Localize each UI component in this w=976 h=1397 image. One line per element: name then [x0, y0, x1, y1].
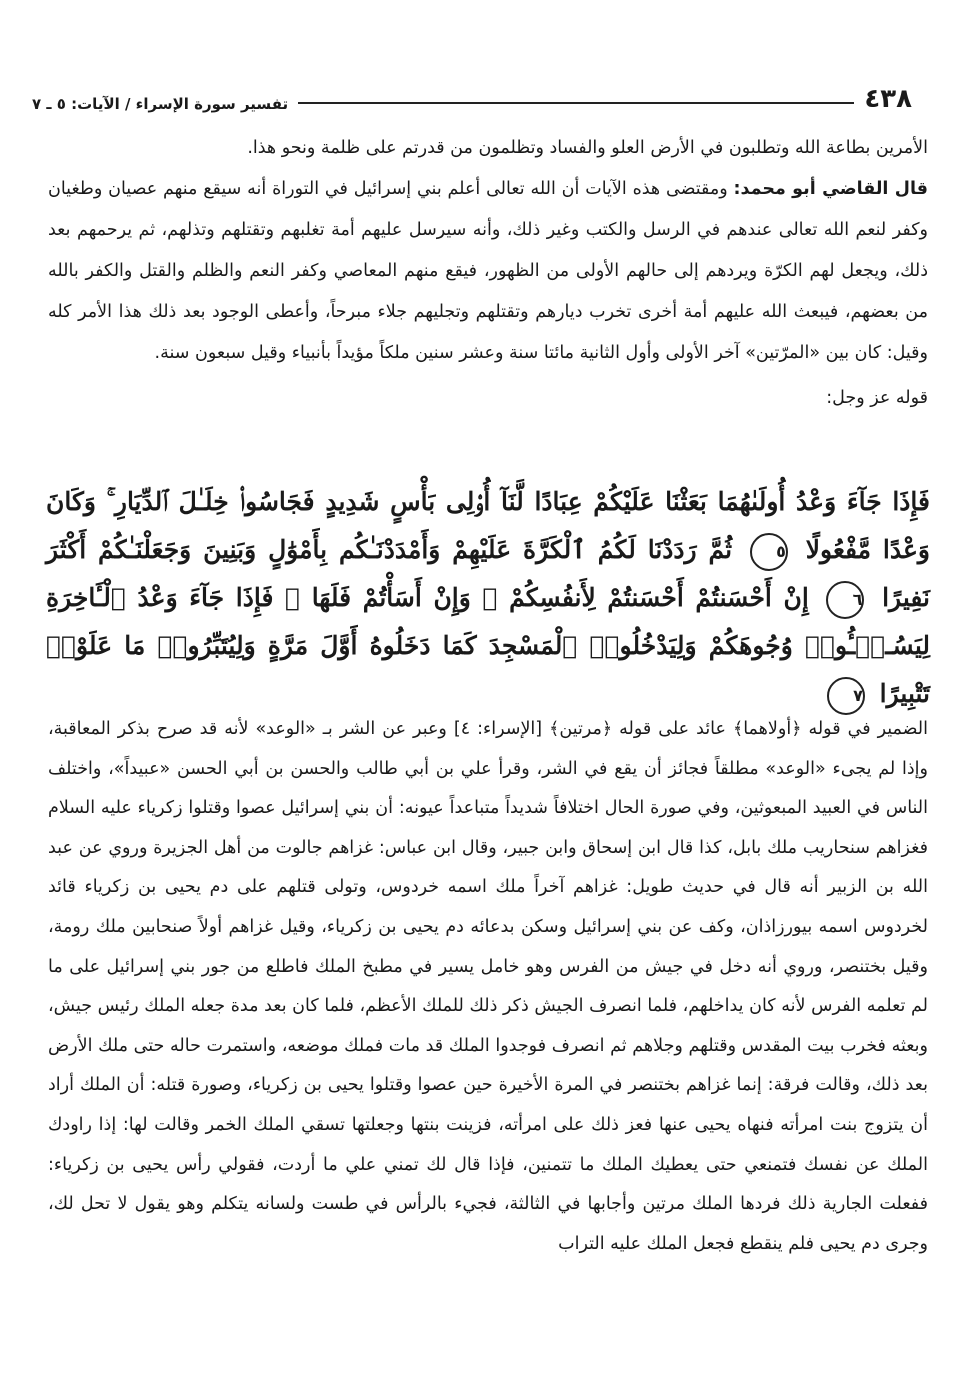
verse-text: فَإِذَا جَآءَ وَعْدُ أُولَىٰهُمَا بَعَثْنَا عَلَيْكُمْ عِبَادًا لَّنَآ أُو۟لِى بَأْسٍ شَدِيدٍ فَجَاسُوا۟ خِلَـٰلَ ٱلدِّيَارِ ۚ وَكَانَ وَعْدًا مَّفْعُولًا — [46, 487, 930, 564]
verse-number-marker: ٧ — [827, 677, 865, 715]
page-header — [32, 80, 912, 112]
paragraph-text: ومقتضى هذه الآيات أن الله تعالى أعلم بني إسرائيل في التوراة أنه سيقع منهم عصيان وطغيان وكفر لنعم الله تعالى عندهم في الرسل والكتب وغير ذلك، وأنه سيرسل عليهم أمة تغلبهم وتقتلهم وتذلهم، ثم يرحمهم بعد ذلك، ويجعل لهم الكرّة ويردهم إلى حالهم الأولى من الظهور، فيقع منهم المعاصي وكفر النعم والظلم والقتل والكفر بالله من بعضهم، فيبعث الله عليهم أمة أخرى تخرب ديارهم وتقتلهم وتجليهم جلاء مبرحاً، وأعطى الوجود بعد ذلك هذا الأمر كله وقيل: كان بين «المرّتين» آخر الأولى وأول الثانية مائتا سنة وعشر سنين ملكاً مؤيداً بأنبياء وقيل سبعون سنة. — [48, 179, 928, 363]
commentary-top — [48, 128, 928, 419]
commentary-bottom — [48, 710, 928, 1264]
verse-text: إِنْ أَحْسَنتُمْ أَحْسَنتُمْ لِأَنفُسِكُمْ ۖ وَإِنْ أَسَأْتُمْ فَلَهَا ۚ فَإِذَا جَآءَ وَعْدُ ٱلْـَٔاخِرَةِ لِيَسُـۥٓـُٔوا۟ وُجُوهَكُمْ وَلِيَدْخُلُوا۟ ٱلْمَسْجِدَ كَمَا دَخَلُوهُ أَوَّلَ مَرَّةٍ وَلِيُتَبِّرُوا۟ مَا عَلَوْا۟ تَتْبِيرًا — [46, 583, 930, 708]
paragraph-text: الأمرين بطاعة الله وتطلبون في الأرض العلو والفساد وتظلمون من قدرتم على ظلمة ونحو هذا. — [247, 138, 928, 158]
paragraph-text: الضمير في قوله ﴿أولاهما﴾ عائد على قوله ﴿مرتين﴾ [الإسراء: ٤] وعبر عن الشر بـ «الوعد» لأنه قد صرح بذكر المعاقبة، وإذا لم يجىء «الوعد» مطلقاً فجائز أن يقع في الشر، وقرأ علي بن أبي طالب والحسن بن أبي الحسن «عبيداً»، واختلف الناس في العبيد المبعوثين، وفي صورة الحال اختلافاً شديداً متباعداً عيونه: أن بني إسرائيل عصوا وقتلوا زكرياء عليه السلام فغزاهم سنحاريب ملك بابل، كذا قال ابن إسحاق وابن جبير، وقال ابن عباس: غزاهم جالوت من أهل الجزيرة وروي عن عبد الله بن الزبير أنه قال في حديث طويل: غزاهم آخراً ملك اسمه خردوس، وتولى قتلهم على دم يحيى بن زكرياء قائد لخردوس اسمه بيورزاذان، وكف عن بني إسرائيل وسكن بدعائه دم يحيى بن زكرياء، وقيل غزاهم أولاً صنحابين ملك رومة، وقيل بختنصر، وروي أنه دخل في جيش من الفرس وهو خامل يسير في مطبخ الملك فاطلع من جور بني إسرائيل على ما لم تعلمه الفرس لأنه كان يداخلهم، فلما انصرف الجيش ذكر ذلك للملك الأعظم، فلما كان بعد مدة جعله الملك رئيس جيش، وبعثه فخرب بيت المقدس وقتلهم وجلاهم ثم انصرف فوجدوا الملك قد مات فملك موضعه، واستمرت حاله حتى ملك الأرض بعد ذلك، وقالت فرقة: إنما غزاهم بختنصر في المرة الأخيرة حين عصوا وقتلوا يحيى بن زكرياء، وصورة قتله: أن الملك أراد أن يتزوج بنت امرأته فنهاه يحيى عنها فعز ذلك على امرأته، فزينت بنتها وجعلتها تسقي الملك الخمر وقالت لها: إذا راودك الملك عن نفسك فتمنعي حتى يعطيك الملك ما تتمنين، فإذا قال لك تمني علي ما أردت، فقولي رأس يحيى بن زكرياء: ففعلت الجارية ذلك فردها الملك مرتين وأجابها في الثالثة، فجيء بالرأس في طست ولسانه يتكلم وهو يقول لا تحل لك، وجرى دم يحيى فلم ينقطع فجعل الملك عليه التراب — [48, 719, 928, 1254]
speaker-label: قال القاضي أبو محمد: — [733, 179, 928, 199]
quran-verses — [46, 478, 930, 718]
verse-number-marker: ٦ — [826, 581, 864, 619]
verse-number-marker: ٥ — [750, 533, 788, 571]
verse-lead-in: قوله عز وجل: — [826, 388, 928, 408]
page-number: ٤٣٨ — [864, 84, 912, 114]
verse-text: ثُمَّ رَدَدْنَا لَكُمُ ٱلْكَرَّةَ عَلَيْهِمْ وَأَمْدَدْنَـٰكُم بِأَمْوَٰلٍ وَبَنِينَ وَجَعَلْنَـٰكُمْ أَكْثَرَ نَفِيرًا — [46, 535, 930, 612]
paragraph-continuation — [48, 128, 928, 169]
running-title: تفسير سورة الإسراء / الآيات: ٥ ـ ٧ — [32, 95, 289, 113]
header-rule — [298, 102, 854, 104]
paragraph-qadi — [48, 169, 928, 374]
